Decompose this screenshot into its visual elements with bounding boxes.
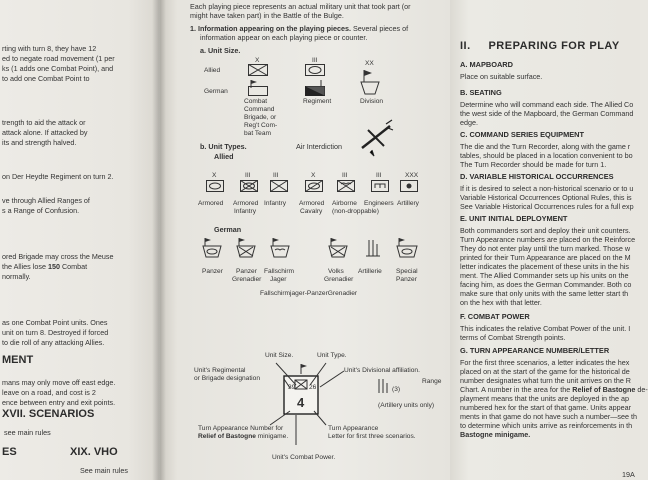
deployment-title: E. UNIT INITIAL DEPLOYMENT: [460, 214, 568, 223]
german-regiment-icon: [305, 80, 325, 96]
seating-line-3: edge.: [460, 118, 478, 127]
regiment-label: Regiment: [303, 98, 332, 105]
turn-line-8: to determine which units arrive as reinforcements in th: [460, 421, 633, 430]
size-code-xx: XX: [365, 60, 374, 67]
variable-line-1: If it is desired to select a non-historical scenario or to u: [460, 184, 634, 193]
deployment-line-6: ment. The Allied Commander sets up his units on the: [460, 271, 629, 280]
turn-line-2: placed on at the start of the game for the historical de: [460, 367, 630, 376]
turn-appearance-title: G. TURN APPEARANCE NUMBER/LETTER: [460, 346, 610, 355]
intro-line-2: might have taken part) in the Battle of the Bulge.: [190, 11, 344, 20]
seating-line-2: the west side of the Mapboard, the German Command: [460, 109, 634, 118]
type-grenadier: Grenadier: [232, 276, 262, 283]
counter-regiment-number: 39: [288, 384, 296, 391]
combat-power-label: Unit's Combat Power.: [272, 454, 336, 461]
left-line-3: ks (1 adds one Combat Point), and: [2, 64, 114, 73]
turn-line-1: For the first three scenarios, a letter indicates the hex: [460, 358, 630, 367]
turn-line-6: numbered hex for the start of that game. Units appear: [460, 403, 631, 412]
type-panzer: Panzer: [202, 268, 223, 275]
left-heading-vho: XIX. VHO: [70, 446, 118, 458]
allied-code-7: XXX: [405, 172, 419, 179]
seating-line-1: Determine who will command each side. The Allied Co: [460, 100, 634, 109]
mapboard-line-1: Place on suitable surface.: [460, 72, 543, 81]
left-line-7: its and strength halved.: [2, 138, 77, 147]
left-line-19: ence between entry and exit points.: [2, 398, 116, 407]
allied-types-label: Allied: [214, 152, 234, 161]
left-heading-scenarios: XVII. SCENARIOS: [2, 408, 95, 420]
left-heading-ment: MENT: [2, 354, 34, 366]
armored-infantry-icon: [240, 180, 258, 192]
type-special: Special: [396, 268, 418, 275]
turn-number-label: Turn Appearance Number for: [198, 425, 284, 432]
left-line-18: leave on a road, and cost is 2: [2, 388, 96, 397]
left-line-20: see main rules: [4, 428, 51, 437]
type-jager: Jager: [270, 276, 287, 283]
artillery-icon: [400, 180, 418, 192]
size-code-iii: III: [312, 57, 318, 64]
equipment-line-1: The die and the Turn Recorder, along with the game r: [460, 142, 631, 151]
combat-command-1: Combat: [244, 98, 268, 105]
range-note: (Artillery units only): [378, 402, 435, 409]
middle-page: [160, 0, 450, 480]
left-line-11: ored Brigade may cross the Meuse: [2, 252, 114, 261]
german-division-icon: [360, 70, 382, 96]
deployment-line-4: printed for their Turn Appearance are placed on the M: [460, 253, 631, 262]
allied-code-5: III: [342, 172, 348, 179]
deployment-line-5: letter indicates the placement of these units in the his: [460, 262, 630, 271]
left-line-14: as one Combat Point units. Ones: [2, 318, 108, 327]
volks-grenadier-icon: [328, 238, 348, 258]
mapboard-title: A. MAPBOARD: [460, 60, 513, 69]
left-line-15: unit on turn 8. Destroyed if forced: [2, 328, 109, 337]
item1-line-2: information appear on each playing piece or counter.: [200, 33, 368, 42]
combat-power-line-1: This indicates the relative Combat Power of the unit. I: [460, 324, 631, 333]
air-interdiction-label: Air Interdiction: [296, 142, 342, 151]
turn-letter-label: Turn Appearance: [328, 425, 379, 432]
left-heading-es: ES: [2, 446, 17, 458]
deployment-line-2: Turn Appearance numbers are placed on the Reinforce: [460, 235, 636, 244]
combat-command-4: Reg't Com-: [244, 122, 278, 129]
type-fallschirm: Fallschirm: [264, 268, 295, 275]
type-volks: Volks: [328, 268, 344, 275]
type-cavalry: Cavalry: [300, 208, 323, 215]
page-mark: 19A: [622, 470, 635, 479]
diagram-unit-type: Unit Type.: [317, 352, 347, 359]
artillerie-icon: [363, 238, 383, 258]
counter-strength: 4: [297, 395, 305, 410]
diagram-unit-size: Unit Size.: [265, 352, 294, 359]
type-grenadier-2: Grenadier: [324, 276, 354, 283]
diagram-regimental-1: Unit's Regimental: [194, 367, 246, 374]
type-armored-3: Armored: [299, 200, 325, 207]
intro-line-1: Each playing piece represents an actual military unit that took part (or: [190, 2, 411, 11]
left-line-4: to add one Combat Point to: [2, 74, 90, 83]
left-page: [0, 0, 160, 480]
allied-code-2: III: [245, 172, 251, 179]
deployment-line-3: They do not enter play until the turn marked. Those w: [460, 244, 631, 253]
range-value: (3): [392, 386, 401, 393]
german-brigade-icon: [248, 80, 268, 96]
left-line-16: to die roll of any attacking Allies.: [2, 338, 105, 347]
left-line-17: mans may only move off east edge.: [2, 378, 116, 387]
right-page: [450, 0, 648, 480]
unit-types-label: b. Unit Types.: [200, 142, 247, 151]
airborne-icon: [337, 180, 355, 192]
left-line-10: s a Range of Confusion.: [2, 206, 80, 215]
turn-line-4: Chart. A number in the area for the Relief of Bastogne de-: [460, 385, 648, 394]
counter-division-number: 26: [309, 384, 317, 391]
type-artillerie: Artillerie: [358, 268, 382, 275]
allied-code-6: III: [376, 172, 382, 179]
combat-power-title: F. COMBAT POWER: [460, 312, 530, 321]
turn-line-3: number designates what turn the unit arrives on the R: [460, 376, 631, 385]
type-airborne: Airborne: [332, 200, 357, 207]
diagram-regimental-2: or Brigade designation: [194, 375, 260, 382]
type-engineers: Engineers: [364, 200, 394, 207]
type-panzer-3: Panzer: [396, 276, 417, 283]
combat-command-5: bat Team: [244, 130, 272, 137]
range-label: Range: [422, 378, 442, 385]
combat-command-3: Brigade, or: [244, 114, 277, 121]
size-code-x: X: [255, 57, 260, 64]
deployment-line-9: on the hex with that letter.: [460, 298, 542, 307]
turn-letter-label-2: Letter for first three scenarios.: [328, 433, 416, 440]
type-infantry-2: Infantry: [234, 208, 256, 215]
allied-code-3: III: [273, 172, 279, 179]
type-armored: Armored: [198, 200, 224, 207]
range-artillery-icon: [376, 378, 392, 394]
turn-line-9: Bastogne minigame.: [460, 430, 531, 439]
type-non-droppable: (non-droppable): [332, 208, 379, 215]
deployment-line-1: Both commanders sort and deploy their unit counters.: [460, 226, 631, 235]
seating-title: B. SEATING: [460, 88, 502, 97]
diagram-divisional: Unit's Divisional affiliation.: [344, 367, 420, 374]
german-label: German: [204, 88, 228, 95]
turn-line-7: ments in that game do not have such a number—see th: [460, 412, 637, 421]
allied-brigade-icon: [248, 64, 268, 76]
variable-title: D. VARIABLE HISTORICAL OCCURRENCES: [460, 172, 614, 181]
unit-size-label: a. Unit Size.: [200, 46, 241, 55]
turn-line-5: playment means that the units are deployed in the ap: [460, 394, 630, 403]
left-line-8: on Der Heydte Regiment on turn 2.: [2, 172, 114, 181]
left-line-21: See main rules: [80, 466, 128, 475]
equipment-title: C. COMMAND SERIES EQUIPMENT: [460, 130, 585, 139]
allied-regiment-icon: [305, 64, 325, 76]
book-spine-shadow: [152, 0, 166, 480]
variable-line-3: See Variable Historical Occurrences rules for a full exp: [460, 202, 634, 211]
left-line-12: the Allies lose 150 Combat: [2, 262, 88, 271]
fallschirm-jager-icon: [270, 238, 290, 258]
type-artillery: Artillery: [397, 200, 419, 207]
left-line-13: normally.: [2, 272, 31, 281]
left-line-6: attack alone. If attacked by: [2, 128, 88, 137]
variable-line-2: Variable Historical Occurrences Optional Rules, this is: [460, 193, 632, 202]
deployment-line-7: facing him, as does the German Commander. Both co: [460, 280, 632, 289]
allied-label: Allied: [204, 67, 221, 74]
left-line-2: ed to negate road movement (1 per: [2, 54, 115, 63]
equipment-line-2: tables, should be placed in a location convenient to bo: [460, 151, 633, 160]
air-interdiction-icon: [358, 118, 394, 158]
item1-line: 1. Information appearing on the playing pieces. Several pieces of: [190, 24, 409, 33]
armored-icon: [206, 180, 224, 192]
equipment-line-3: The Turn Recorder should be made for turn 1.: [460, 160, 607, 169]
special-panzer-icon: [396, 238, 418, 258]
left-line-5: trength to aid the attack or: [2, 118, 86, 127]
panzer-grenadier-icon: [236, 238, 256, 258]
armored-cavalry-icon: [305, 180, 323, 192]
deployment-line-8: make sure that only units with the same letter start th: [460, 289, 629, 298]
panzer-icon: [202, 238, 222, 258]
type-armored-2: Armored: [233, 200, 259, 207]
german-note: Fallschirmjager-PanzerGrenadier: [260, 290, 358, 297]
allied-code-1: X: [212, 172, 217, 179]
engineers-icon: [371, 180, 389, 192]
type-infantry: Infantry: [264, 200, 286, 207]
type-panzer-2: Panzer: [236, 268, 257, 275]
german-types-label: German: [214, 225, 242, 234]
turn-number-label-2: Relief of Bastogne minigame.: [198, 433, 289, 440]
combat-power-line-2: terms of Combat Strength points.: [460, 333, 566, 342]
section-heading: II. PREPARING FOR PLAY: [460, 40, 620, 52]
left-line-1: rting with turn 8, they have 12: [2, 44, 97, 53]
allied-code-4: X: [311, 172, 316, 179]
combat-command-2: Command: [244, 106, 275, 113]
division-label: Division: [360, 98, 384, 105]
left-line-9: ve through Allied Ranges of: [2, 196, 90, 205]
infantry-icon: [270, 180, 288, 192]
